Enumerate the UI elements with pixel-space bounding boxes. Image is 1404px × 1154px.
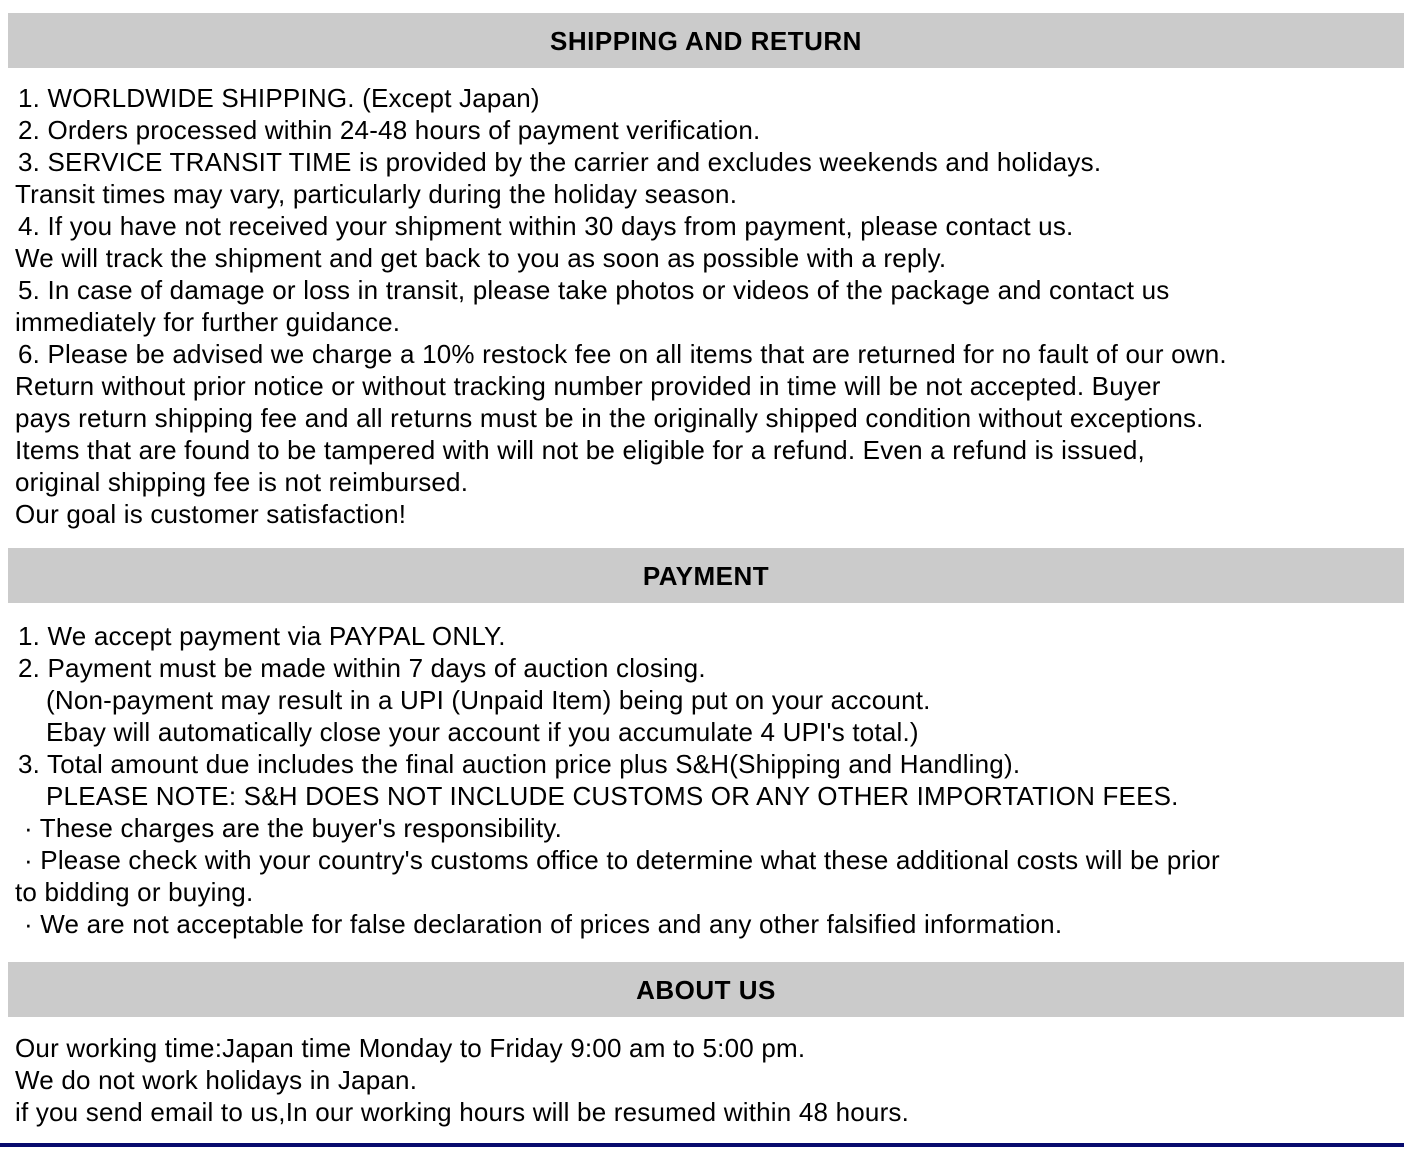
text-line: Our working time:Japan time Monday to Friday 9:00 am to 5:00 pm. <box>15 1033 806 1063</box>
text-line: to bidding or buying. <box>15 877 254 907</box>
text-line: Transit times may vary, particularly during the holiday season. <box>15 179 738 209</box>
text-line: Items that are found to be tampered with will not be eligible for a refund. Even a refund is issued, <box>15 435 1145 465</box>
text-line: Return without prior notice or without tracking number provided in time will be not accepted. Buyer <box>15 371 1161 401</box>
text-line: PLEASE NOTE: S&H DOES NOT INCLUDE CUSTOMS OR ANY OTHER IMPORTATION FEES. <box>46 781 1179 811</box>
text-line: 5. In case of damage or loss in transit, please take photos or videos of the package and contact us <box>18 275 1170 305</box>
text-line: · Please check with your country's customs office to determine what these additional costs will be prior <box>24 845 1220 875</box>
text-line: 3. SERVICE TRANSIT TIME is provided by the carrier and excludes weekends and holidays. <box>18 147 1102 177</box>
section-title: PAYMENT <box>642 561 770 591</box>
section-header-shipping-and-return <box>8 13 1404 68</box>
text-line: (Non-payment may result in a UPI (Unpaid Item) being put on your account. <box>46 685 931 715</box>
text-line: 1. WORLDWIDE SHIPPING. (Except Japan) <box>18 83 540 113</box>
bottom-divider <box>0 1143 1404 1147</box>
listing-description <box>0 13 1404 1128</box>
text-line: 6. Please be advised we charge a 10% restock fee on all items that are returned for no fault of our own. <box>18 339 1227 369</box>
text-line: immediately for further guidance. <box>15 307 401 337</box>
text-line: 3. Total amount due includes the final auction price plus S&H(Shipping and Handling). <box>18 749 1021 779</box>
text-line: 4. If you have not received your shipment within 30 days from payment, please contact us. <box>18 211 1074 241</box>
section-title: SHIPPING AND RETURN <box>550 26 862 56</box>
text-line: · We are not acceptable for false declaration of prices and any other falsified information. <box>24 909 1063 939</box>
text-line: original shipping fee is not reimbursed. <box>15 467 469 497</box>
section-body <box>0 1032 1404 1128</box>
section-shipping-and-return <box>0 13 1404 530</box>
text-line: Our goal is customer satisfaction! <box>15 499 407 529</box>
text-line: We will track the shipment and get back to you as soon as possible with a reply. <box>15 243 947 273</box>
text-line: · These charges are the buyer's responsibility. <box>24 813 562 843</box>
section-header-payment <box>8 548 1404 603</box>
text-line: if you send email to us,In our working hours will be resumed within 48 hours. <box>15 1097 910 1127</box>
section-title: ABOUT US <box>636 975 776 1005</box>
section-about-us <box>0 962 1404 1128</box>
text-line: 1. We accept payment via PAYPAL ONLY. <box>18 621 506 651</box>
section-payment <box>0 548 1404 940</box>
text-line: 2. Orders processed within 24-48 hours of payment verification. <box>18 115 761 145</box>
text-line: We do not work holidays in Japan. <box>15 1065 418 1095</box>
section-body <box>0 620 1404 940</box>
section-header-about-us <box>8 962 1404 1017</box>
text-line: Ebay will automatically close your account if you accumulate 4 UPI's total.) <box>46 717 919 747</box>
section-body <box>0 82 1404 530</box>
text-line: 2. Payment must be made within 7 days of auction closing. <box>18 653 706 683</box>
text-line: pays return shipping fee and all returns must be in the originally shipped condition without exceptions. <box>15 403 1204 433</box>
